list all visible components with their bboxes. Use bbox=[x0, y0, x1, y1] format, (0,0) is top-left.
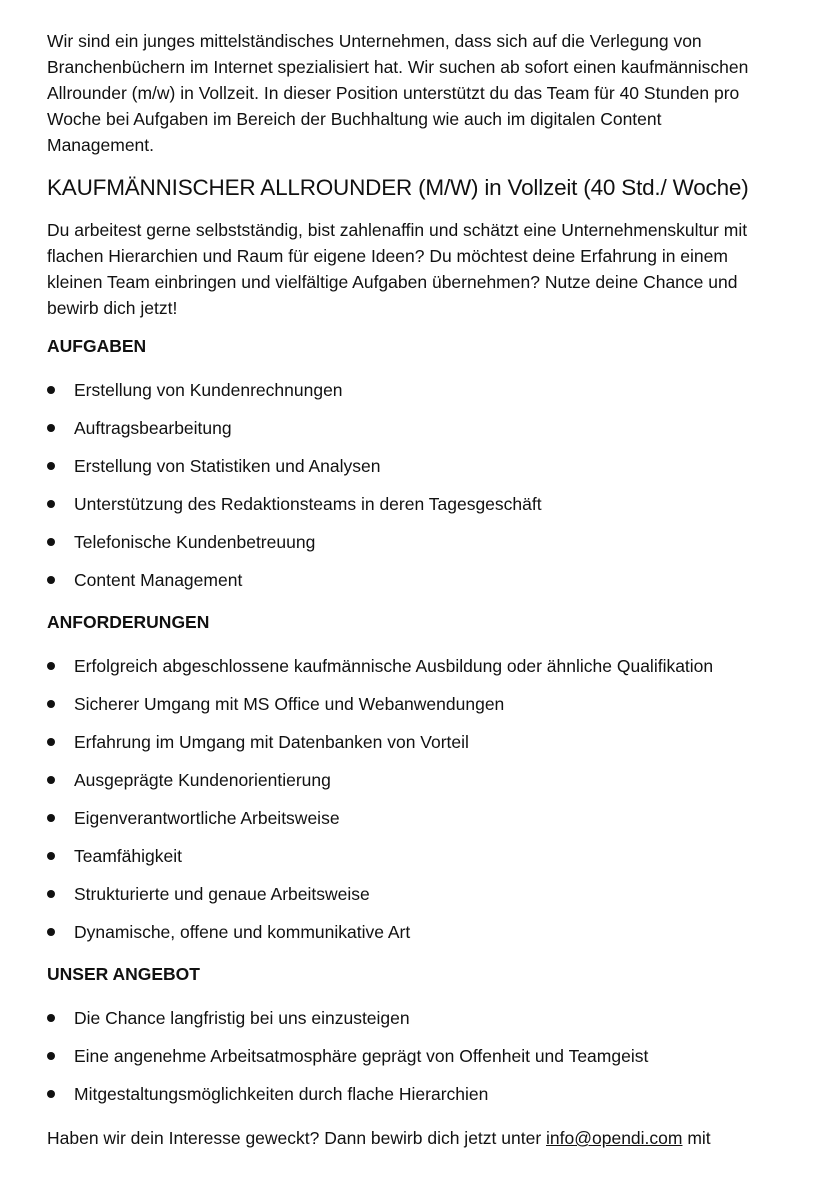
list-item bbox=[47, 1081, 757, 1119]
list-item-text: Content Management bbox=[74, 570, 243, 590]
list-item-text: Telefonische Kundenbetreuung bbox=[74, 532, 316, 552]
email-link[interactable]: info@opendi.com bbox=[546, 1128, 683, 1148]
list-item bbox=[47, 653, 757, 691]
list-item-text: Dynamische, offene und kommunikative Art bbox=[74, 922, 411, 942]
list-item-text: Erfolgreich abgeschlossene kaufmännische Ausbildung oder ähnliche Qualifikation bbox=[74, 656, 714, 676]
list-item-text: Strukturierte und genaue Arbeitsweise bbox=[74, 884, 370, 904]
job-posting bbox=[47, 28, 757, 1151]
list-item bbox=[47, 919, 757, 957]
list-item bbox=[47, 1043, 757, 1081]
bullet-icon bbox=[47, 576, 55, 584]
list-item bbox=[47, 529, 757, 567]
list-item bbox=[47, 729, 757, 767]
section-heading-anforderungen: ANFORDERUNGEN bbox=[47, 612, 210, 632]
list-item bbox=[47, 377, 757, 415]
list-item bbox=[47, 881, 757, 919]
bullet-icon bbox=[47, 500, 55, 508]
bullet-icon bbox=[47, 890, 55, 898]
list-item-text: Eine angenehme Arbeitsatmosphäre geprägt von Offenheit und Teamgeist bbox=[74, 1046, 649, 1066]
bullet-icon bbox=[47, 814, 55, 822]
bullet-icon bbox=[47, 928, 55, 936]
angebot-list bbox=[47, 1005, 757, 1119]
list-item-text: Die Chance langfristig bei uns einzusteigen bbox=[74, 1008, 410, 1028]
bullet-icon bbox=[47, 1014, 55, 1022]
list-item bbox=[47, 567, 757, 605]
list-item bbox=[47, 453, 757, 491]
bullet-icon bbox=[47, 776, 55, 784]
anforderungen-list bbox=[47, 653, 757, 957]
list-item-text: Mitgestaltungsmöglichkeiten durch flache Hierarchien bbox=[74, 1084, 489, 1104]
job-title: KAUFMÄNNISCHER ALLROUNDER (M/W) in Vollzeit (40 Std./ Woche) bbox=[47, 175, 749, 200]
intro-paragraph: Wir sind ein junges mittelständisches Unternehmen, dass sich auf die Verlegung von Branchenbüchern im Internet spezialisiert hat. Wir suchen ab sofort einen kaufmännischen Allrounder (m/w) in Vollzeit. In dieser Position unterstützt du das Team für 40 Stunden pro Woche bei Aufgaben im Bereich der Buchhaltung wie auch im digitalen Content Management. bbox=[47, 31, 749, 155]
bullet-icon bbox=[47, 424, 55, 432]
bullet-icon bbox=[47, 662, 55, 670]
list-item-text: Sicherer Umgang mit MS Office und Webanwendungen bbox=[74, 694, 505, 714]
list-item-text: Ausgeprägte Kundenorientierung bbox=[74, 770, 331, 790]
list-item bbox=[47, 415, 757, 453]
list-item bbox=[47, 843, 757, 881]
section-heading-angebot: UNSER ANGEBOT bbox=[47, 964, 200, 984]
bullet-icon bbox=[47, 462, 55, 470]
list-item-text: Erstellung von Statistiken und Analysen bbox=[74, 456, 381, 476]
list-item-text: Auftragsbearbeitung bbox=[74, 418, 232, 438]
list-item bbox=[47, 1005, 757, 1043]
bullet-icon bbox=[47, 852, 55, 860]
closing-paragraph bbox=[47, 1125, 757, 1151]
closing-text-end: mit bbox=[682, 1128, 711, 1148]
bullet-icon bbox=[47, 1090, 55, 1098]
list-item bbox=[47, 767, 757, 805]
list-item bbox=[47, 805, 757, 843]
section-heading-aufgaben: AUFGABEN bbox=[47, 336, 147, 356]
bullet-icon bbox=[47, 386, 55, 394]
pitch-paragraph: Du arbeitest gerne selbstständig, bist zahlenaffin und schätzt eine Unternehmenskultur mit flachen Hierarchien und Raum für eigene Ideen? Du möchtest deine Erfahrung in einem kleinen Team einbringen und vielfältige Aufgaben übernehmen? Nutze deine Chance und bewirb dich jetzt! bbox=[47, 220, 748, 318]
list-item-text: Erfahrung im Umgang mit Datenbanken von Vorteil bbox=[74, 732, 469, 752]
list-item-text: Erstellung von Kundenrechnungen bbox=[74, 380, 343, 400]
bullet-icon bbox=[47, 1052, 55, 1060]
list-item-text: Eigenverantwortliche Arbeitsweise bbox=[74, 808, 340, 828]
bullet-icon bbox=[47, 538, 55, 546]
list-item-text: Unterstützung des Redaktionsteams in deren Tagesgeschäft bbox=[74, 494, 542, 514]
bullet-icon bbox=[47, 700, 55, 708]
list-item bbox=[47, 491, 757, 529]
list-item bbox=[47, 691, 757, 729]
closing-text: Haben wir dein Interesse geweckt? Dann bewirb dich jetzt unter bbox=[47, 1128, 547, 1148]
aufgaben-list bbox=[47, 377, 757, 605]
bullet-icon bbox=[47, 738, 55, 746]
list-item-text: Teamfähigkeit bbox=[74, 846, 182, 866]
